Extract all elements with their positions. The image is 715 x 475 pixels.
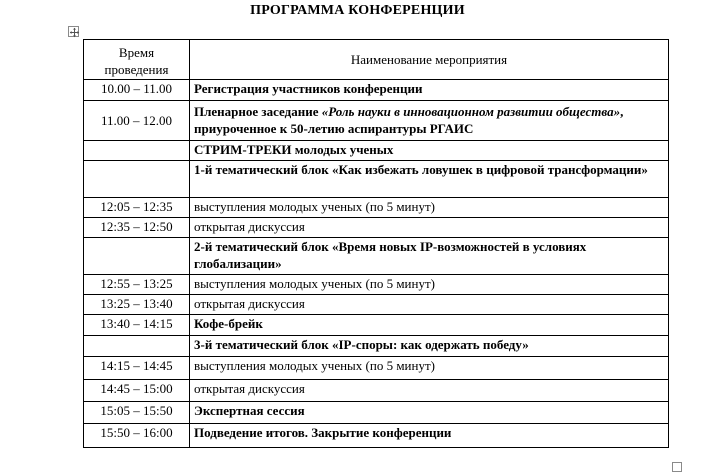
header-time-line1: Время [118,44,155,60]
row-time: 12:05 – 12:35 [84,198,190,218]
document-title: ПРОГРАММА КОНФЕРЕНЦИИ [250,3,465,18]
row-event: 3-й тематический блок «IP-споры: как одержать победу» [190,336,669,357]
table-row [84,80,669,101]
table-row [84,218,669,238]
table-row [84,161,669,198]
table-row [84,336,669,357]
header-time-line2: проведения [104,61,169,77]
row-time [84,336,190,357]
row-time [84,141,190,161]
row-time: 15:05 – 15:50 [84,402,190,424]
row-event: Регистрация участников конференции [190,80,669,101]
row-time [84,161,190,198]
row-event-part: , приуроченное к 50-летию аспирантуры РГАИС [194,104,624,136]
header-event-name: Наименование мероприятия [190,40,669,80]
row-event: 2-й тематический блок «Время новых IP-возможностей в условиях глобализации» [190,238,669,275]
row-event-part-italic: «Роль науки в инновационном развитии общества» [321,104,621,119]
header-time [84,40,190,80]
row-time: 13:40 – 14:15 [84,315,190,336]
row-event: СТРИМ-ТРЕКИ молодых ученых [190,141,669,161]
row-event [190,101,669,141]
row-event: выступления молодых ученых (по 5 минут) [190,198,669,218]
row-event: открытая дискуссия [190,295,669,315]
row-time: 10.00 – 11.00 [84,80,190,101]
row-event: выступления молодых ученых (по 5 минут) [190,275,669,295]
table-move-handle-icon[interactable] [68,26,79,37]
table-row [84,295,669,315]
table-row [84,275,669,295]
table-row [84,424,669,448]
table-row [84,315,669,336]
row-event: 1-й тематический блок «Как избежать ловушек в цифровой трансформации» [190,161,669,198]
table-header-row [84,40,669,80]
row-time: 15:50 – 16:00 [84,424,190,448]
table-resize-handle[interactable] [672,462,682,472]
row-time: 12:55 – 13:25 [84,275,190,295]
program-table [83,39,669,448]
row-time: 13:25 – 13:40 [84,295,190,315]
row-time: 11.00 – 12.00 [84,101,190,141]
table-row [84,380,669,402]
table-row [84,402,669,424]
row-time: 14:45 – 15:00 [84,380,190,402]
table-row [84,357,669,380]
table-row [84,238,669,275]
row-event-part: Пленарное заседание [194,104,322,119]
table-row [84,101,669,141]
row-time: 12:35 – 12:50 [84,218,190,238]
row-time: 14:15 – 14:45 [84,357,190,380]
table-row [84,141,669,161]
row-time [84,238,190,275]
row-event: Подведение итогов. Закрытие конференции [190,424,669,448]
row-event: выступления молодых ученых (по 5 минут) [190,357,669,380]
row-event: открытая дискуссия [190,218,669,238]
row-event: Кофе-брейк [190,315,669,336]
table-row [84,198,669,218]
row-event: открытая дискуссия [190,380,669,402]
row-event: Экспертная сессия [190,402,669,424]
